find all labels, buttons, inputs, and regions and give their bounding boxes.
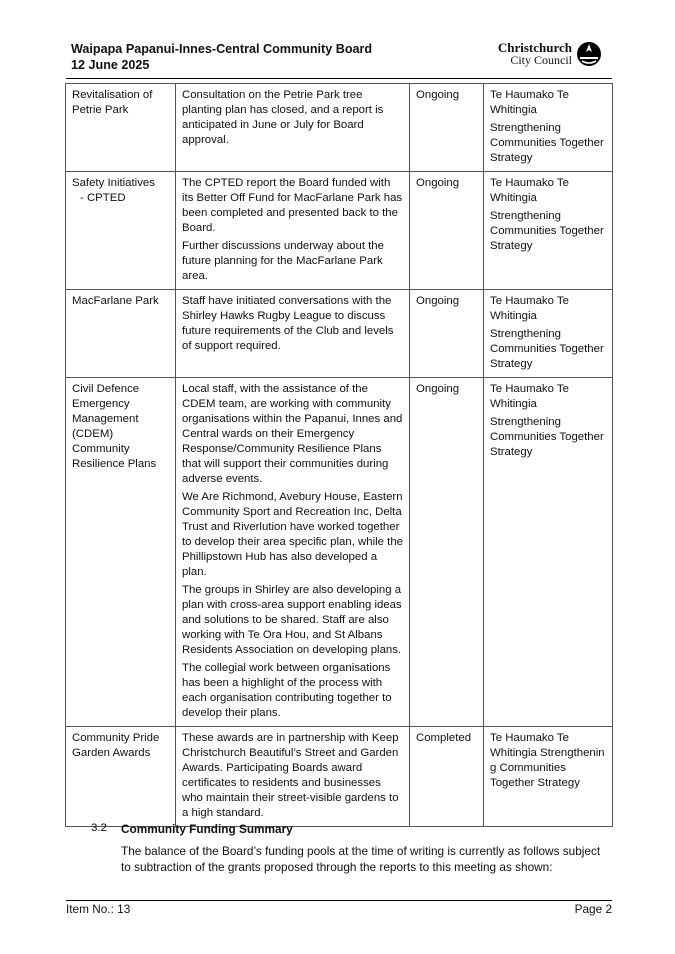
- strategy-paragraph: Te Haumako Te Whitingia: [490, 383, 569, 410]
- update-paragraph: Local staff, with the assistance of the CDEM team, are working with community organisations within the Papanui, Innes and Central wards on their Emergency Response/Community Resilience Plans that will support their communities during adverse events.: [182, 383, 403, 485]
- board-name: Waipapa Papanui-Innes-Central Community Board: [71, 42, 373, 56]
- strategy-paragraph: Strengthening Communities Together Strategy: [490, 210, 604, 252]
- update-paragraph: The collegial work between organisations has been a highlight of the process with each organisation contributing together to develop their plans.: [182, 662, 392, 719]
- status-cell: Ongoing: [410, 290, 484, 378]
- section-title: Community Funding Summary: [121, 822, 293, 836]
- project-name: Safety Initiatives: [72, 177, 155, 189]
- update-cell: [176, 84, 410, 172]
- table-row: [66, 290, 613, 378]
- project-cell: [66, 727, 176, 827]
- logo-line-1: Christchurch: [497, 40, 572, 55]
- strategy-paragraph: Te Haumako Te Whitingia: [490, 89, 569, 116]
- update-paragraph: Staff have initiated conversations with the Shirley Hawks Rugby League to discuss future requirements of the Club and levels of support required.: [182, 295, 394, 352]
- strategy-paragraph: Strengthening Communities Together Strategy: [490, 416, 604, 458]
- status-cell: Ongoing: [410, 378, 484, 727]
- status-cell: Ongoing: [410, 172, 484, 290]
- section-number: 3.2: [91, 822, 107, 834]
- project-sub: - CPTED: [80, 192, 126, 204]
- strategy-cell: [484, 378, 613, 727]
- update-cell: [176, 727, 410, 827]
- project-cell: [66, 172, 176, 290]
- meeting-date: 12 June 2025: [71, 58, 150, 72]
- update-paragraph: We Are Richmond, Avebury House, Eastern Community Sport and Recreation Inc, Delta Trust and Riverlution have worked together to develop their area specific plan, while the Phillipstown Hub has also developed a plan.: [182, 491, 403, 578]
- header-rule: [66, 78, 612, 79]
- logo-line-2: City Council: [510, 53, 572, 67]
- update-paragraph: Consultation on the Petrie Park tree planting plan has closed, and a report is anticipated in June or July for Board approval.: [182, 89, 384, 146]
- page-number: Page 2: [574, 902, 612, 916]
- page-header: [71, 41, 606, 73]
- project-cell: [66, 378, 176, 727]
- strategy-paragraph: Te Haumako Te Whitingia Strengthenin g Communities Together Strategy: [490, 732, 605, 789]
- project-name: MacFarlane Park: [72, 295, 159, 307]
- strategy-cell: [484, 172, 613, 290]
- item-number: Item No.: 13: [66, 902, 131, 916]
- strategy-paragraph: Strengthening Communities Together Strategy: [490, 328, 604, 370]
- table-row: [66, 378, 613, 727]
- strategy-cell: [484, 290, 613, 378]
- update-paragraph: The groups in Shirley are also developing a plan with cross-area support enabling ideas and solutions to be shared. Staff are also working with Te Ora Hou, and St Albans Residents Association on developing plans.: [182, 584, 402, 656]
- section-body: The balance of the Board’s funding pools at the time of writing is currently as follows subject to subtraction of the grants proposed through the reports to this meeting as shown:: [121, 844, 601, 874]
- status-cell: Completed: [410, 727, 484, 827]
- status-cell: Ongoing: [410, 84, 484, 172]
- project-name: Civil Defence Emergency Management (CDEM) Community Resilience Plans: [72, 383, 157, 470]
- update-cell: [176, 172, 410, 290]
- project-cell: [66, 84, 176, 172]
- update-paragraph: These awards are in partnership with Keep Christchurch Beautiful’s Street and Garden Awards. Participating Boards award certificates to residents and businesses who maintain their street-visible gardens to a high standard.: [182, 732, 399, 819]
- cathedral-emblem-icon: [576, 41, 602, 67]
- project-cell: [66, 290, 176, 378]
- update-paragraph: The CPTED report the Board funded with its Better Off Fund for MacFarlane Park has been completed and presented back to the Board.: [182, 177, 403, 234]
- strategy-paragraph: Te Haumako Te Whitingia: [490, 177, 569, 204]
- table-row: [66, 727, 613, 827]
- strategy-paragraph: Strengthening Communities Together Strategy: [490, 122, 604, 164]
- project-name: Revitalisation of Petrie Park: [72, 89, 153, 116]
- strategy-cell: [484, 727, 613, 827]
- table-row: [66, 172, 613, 290]
- update-cell: [176, 378, 410, 727]
- projects-table: [65, 83, 613, 827]
- strategy-cell: [484, 84, 613, 172]
- project-name: Community Pride Garden Awards: [72, 732, 160, 759]
- update-cell: [176, 290, 410, 378]
- table-row: [66, 84, 613, 172]
- update-paragraph: Further discussions underway about the future planning for the MacFarlane Park area.: [182, 240, 384, 282]
- footer-rule: [66, 900, 612, 901]
- council-logo: [492, 41, 602, 73]
- strategy-paragraph: Te Haumako Te Whitingia: [490, 295, 569, 322]
